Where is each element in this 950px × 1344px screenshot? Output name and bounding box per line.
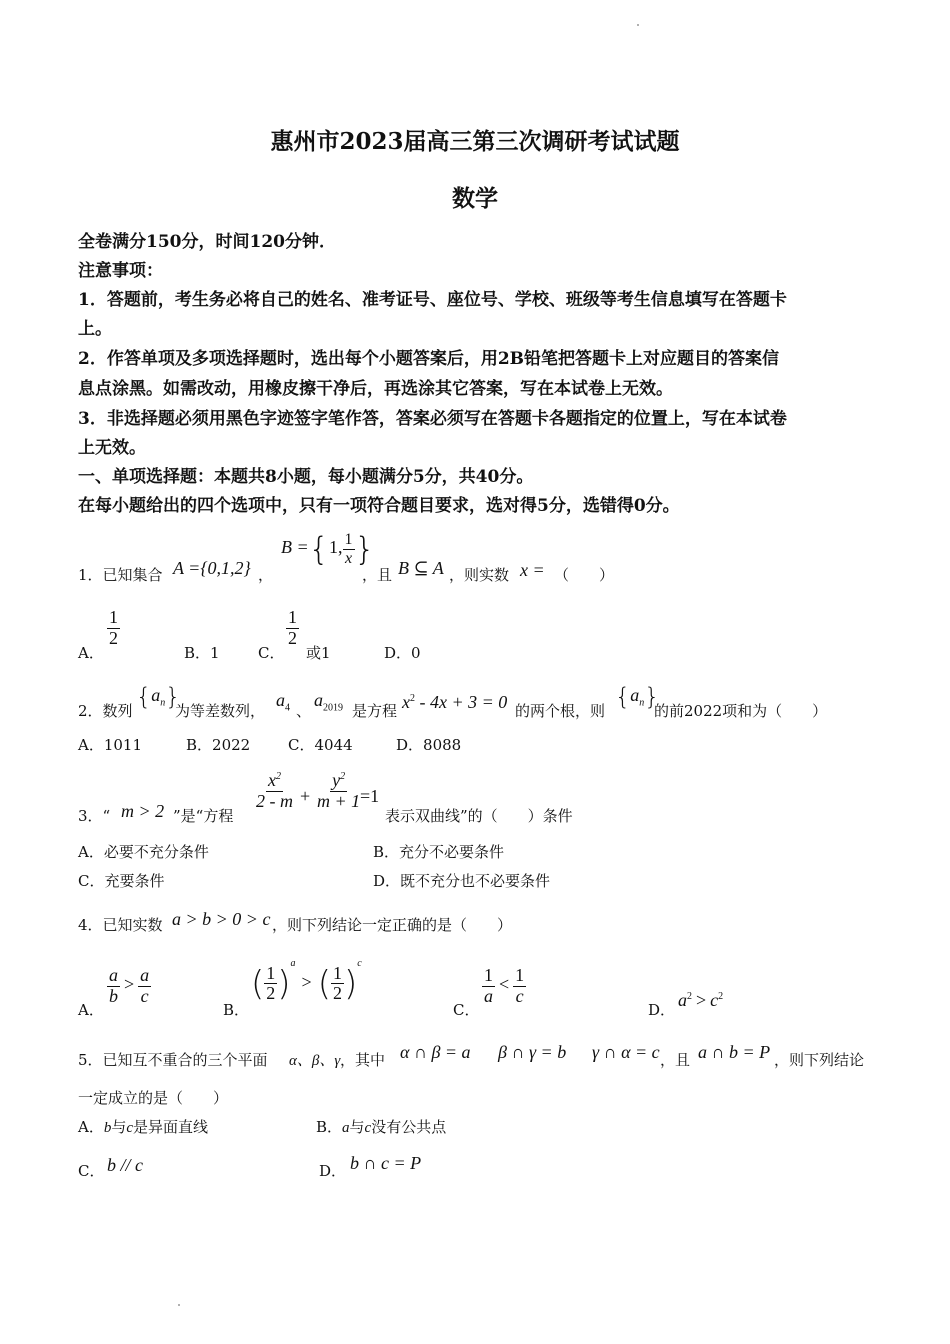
q2-text-1: 为等差数列， <box>175 702 266 720</box>
scan-dot <box>637 24 639 26</box>
section-description: 在每小题给出的四个选项中，只有一项符合题目要求，选对得5分，选错得0分。 <box>78 496 680 516</box>
opt-tail: 没有公共点 <box>371 1118 447 1136</box>
q1-option-a-fraction <box>107 608 120 649</box>
q2-text-2: 是方程 <box>352 702 398 720</box>
d-a: a <box>678 990 687 1010</box>
seq-a: a <box>151 685 161 706</box>
q4-prefix: 4．已知实数 <box>78 916 163 934</box>
opt-mid: 与 <box>111 1118 127 1136</box>
right-paren: ) <box>343 963 358 1004</box>
q1-set-a: A ={0,1,2} <box>173 558 251 578</box>
seq-a: a <box>630 685 640 706</box>
q4-option-d-label: D． <box>648 1001 676 1019</box>
greater-than: > <box>301 972 312 992</box>
q5-text-3: ，则下列结论 <box>774 1051 865 1069</box>
q2-separator: 、 <box>296 702 312 720</box>
frac-num: 1 <box>484 965 493 985</box>
q1-option-d: D．0 <box>384 644 421 662</box>
q1-prefix: 1．已知集合 <box>78 566 163 584</box>
right-paren: ) <box>277 963 291 1004</box>
q1-mid: ，且 <box>362 566 393 584</box>
seq-sub: n <box>639 697 645 709</box>
frac-den: a <box>484 985 493 1006</box>
q5-line-2: 一定成立的是（ ） <box>78 1089 229 1107</box>
exam-subject: 数学 <box>452 185 498 212</box>
q4-option-d-expr <box>678 990 723 1011</box>
f2-num-var: y <box>332 770 341 790</box>
frac-den: 2 <box>109 627 118 648</box>
notice-3a: 3．非选择题必须用黑色字迹签字笔作答，答案必须写在答题卡各题指定的位置上，写在本试卷 <box>78 409 787 429</box>
less-than: < <box>499 974 510 995</box>
q1-tail: ，则实数 <box>449 566 510 584</box>
q1-frac-num: 1 <box>344 530 353 548</box>
q4-condition: a > b > 0 > c <box>172 909 271 929</box>
left-brace: { <box>308 530 330 568</box>
q1-fraction <box>343 531 355 567</box>
seq-sub: n <box>160 697 166 709</box>
section-heading: 一、单项选择题：本题共8小题，每小题满分5分，共40分。 <box>78 467 534 487</box>
q5-option-c-expr: b // c <box>107 1155 143 1175</box>
a2019-sub: 2019 <box>323 702 343 714</box>
q5-text-1: ，其中 <box>340 1051 386 1069</box>
q2-sequence-2 <box>615 683 660 711</box>
q3-equals: =1 <box>360 786 380 806</box>
opt-mid: 与 <box>349 1118 365 1136</box>
exam-title: 惠州市2023届高三第三次调研考试试题 <box>270 128 680 155</box>
q1-variable: x = <box>520 560 545 580</box>
d-sup: 2 <box>718 991 724 1002</box>
notice-2a: 2．作答单项及多项选择题时，选出每个小题答案后，用2B铅笔把答题卡上对应题目的答案信 <box>78 349 780 369</box>
q1-answer-paren: （ ） <box>554 566 615 584</box>
opt-label: B． <box>316 1118 343 1136</box>
left-brace: { <box>615 683 631 711</box>
a4-sub: 4 <box>285 702 290 714</box>
q1-option-c-label: C． <box>258 644 285 662</box>
q4-option-b-label: B． <box>223 1001 250 1019</box>
eq-x: x <box>402 692 410 712</box>
left-paren: ( <box>317 963 331 1004</box>
frac-den: 2 <box>332 983 342 1004</box>
q1-option-a-label: A． <box>78 644 104 662</box>
b-fraction-1 <box>264 964 277 1005</box>
opt-var-b: b <box>103 1120 112 1136</box>
f2-num-sup: 2 <box>340 771 346 782</box>
q3-text-2: 表示双曲线”的（ ）条件 <box>385 807 573 825</box>
frac-den: c <box>140 985 149 1006</box>
q5-option-d-expr: b ∩ c = P <box>350 1153 422 1173</box>
q1-option-b: B．1 <box>184 644 220 662</box>
q1-set-b-label: B = <box>281 537 309 558</box>
q4-tail: ，则下列结论一定正确的是（ ） <box>272 916 513 934</box>
a2019-letter: a <box>314 690 323 710</box>
q3-option-b: B．充分不必要条件 <box>373 843 505 861</box>
q3-prefix: 3．“ <box>78 807 111 825</box>
q3-option-c: C．充要条件 <box>78 872 165 890</box>
opt-tail: 是异面直线 <box>133 1118 209 1136</box>
q4-option-c-label: C． <box>453 1001 480 1019</box>
left-brace: { <box>136 683 152 711</box>
q5-prefix: 5．已知互不重合的三个平面 <box>78 1051 268 1069</box>
q2-option-b: B．2022 <box>186 736 251 754</box>
opt-var-c: c <box>126 1120 134 1136</box>
greater-than: > <box>696 990 707 1010</box>
frac-den: c <box>515 985 524 1006</box>
opt-label: A． <box>78 1118 104 1136</box>
q3-option-d: D．既不充分也不必要条件 <box>373 872 551 890</box>
q1-condition: B ⊆ A <box>398 558 444 578</box>
frac-num: 1 <box>266 962 276 983</box>
q5-expr-4: a ∩ b = P <box>698 1042 771 1062</box>
q5-expr-3: γ ∩ α = c <box>592 1042 660 1062</box>
intro-line: 全卷满分150分，时间120分钟． <box>78 232 336 252</box>
q2-option-d: D．8088 <box>396 736 462 754</box>
q4-option-a-expr <box>107 966 151 1007</box>
q1-comma: ， <box>258 566 274 584</box>
frac-num: a <box>109 965 118 985</box>
q1-set-b-one: 1, <box>329 537 343 558</box>
frac-num: a <box>140 965 150 985</box>
frac-den: m + 1 <box>317 790 361 811</box>
a-fraction-2 <box>138 966 151 1007</box>
q3-text-1: ”是“方程 <box>173 807 234 825</box>
q2-sequence <box>136 683 181 711</box>
notice-1a: 1．答题前，考生务必将自己的姓名、准考证号、座位号、学校、班级等考生信息填写在答题卡 <box>78 290 787 310</box>
notice-1b: 上。 <box>78 319 112 339</box>
notice-heading: 注意事项： <box>78 261 163 281</box>
q4-option-b-expr <box>251 958 362 1004</box>
d-sup: 2 <box>687 991 692 1002</box>
q2-text-4: 的前2022项和为（ ） <box>654 702 828 720</box>
f1-num-sup: 2 <box>276 771 281 782</box>
frac-num: 1 <box>109 607 118 627</box>
right-brace: } <box>644 683 660 711</box>
q2-text-3: 的两个根，则 <box>515 702 606 720</box>
q2-prefix: 2．数列 <box>78 702 133 720</box>
right-brace: } <box>165 683 181 711</box>
q3-option-a: A．必要不充分条件 <box>78 843 209 861</box>
q2-option-a: A．1011 <box>78 736 143 754</box>
frac-den: 2 <box>266 983 276 1004</box>
c-fraction-1 <box>482 966 495 1007</box>
q1-option-c-tail: 或1 <box>306 644 331 662</box>
greater-than: > <box>124 974 135 995</box>
q5-option-b <box>316 1116 446 1137</box>
q2-a2019 <box>314 690 343 714</box>
b-fraction-2 <box>331 964 344 1005</box>
q1-frac-den: x <box>344 549 353 567</box>
q2-equation <box>402 692 507 713</box>
notice-2b: 息点涂黑。如需改动，用橡皮擦干净后，再选涂其它答案，写在本试卷上无效。 <box>78 379 673 399</box>
frac-num: 1 <box>288 607 297 627</box>
frac-num: 1 <box>332 962 342 983</box>
eq-sup: 2 <box>410 693 415 704</box>
frac-num <box>330 771 347 792</box>
q2-a4 <box>276 690 290 714</box>
q1-option-c-fraction <box>286 608 299 649</box>
notice-3b: 上无效。 <box>78 438 146 458</box>
q1-set-b <box>281 530 375 568</box>
q4-option-c-expr <box>482 966 526 1007</box>
right-brace: } <box>354 530 375 568</box>
q5-text-2: ，且 <box>660 1051 691 1069</box>
q3-condition: m > 2 <box>121 801 165 821</box>
frac-den: 2 <box>288 627 297 648</box>
exp-c: c <box>357 958 362 969</box>
a-fraction-1 <box>107 966 120 1007</box>
q5-option-d-label: D． <box>319 1162 347 1180</box>
q5-option-c-label: C． <box>78 1162 105 1180</box>
q5-expr-2: β ∩ γ = b <box>498 1042 567 1062</box>
eq-rest: - 4x + 3 = 0 <box>415 692 508 712</box>
left-paren: ( <box>251 963 265 1004</box>
frac-den: b <box>109 985 118 1006</box>
c-fraction-2 <box>513 966 526 1007</box>
frac-den: 2 - m <box>256 790 293 811</box>
q4-option-a-label: A． <box>78 1001 104 1019</box>
frac-num <box>266 771 283 792</box>
d-c: c <box>710 990 719 1010</box>
q3-plus: + <box>300 786 311 806</box>
scan-dot <box>178 1304 180 1306</box>
a4-letter: a <box>276 690 285 710</box>
frac-num: 1 <box>515 965 525 985</box>
f1-num-var: x <box>268 770 276 790</box>
q5-planes: α、β、γ <box>289 1053 341 1069</box>
q5-option-a <box>78 1116 208 1137</box>
opt-var-a: a <box>342 1120 350 1136</box>
q5-expr-1: α ∩ β = a <box>400 1042 471 1062</box>
exp-a: a <box>290 958 296 969</box>
opt-var-c: c <box>364 1120 372 1136</box>
q3-fraction-1 <box>254 771 295 812</box>
q3-fraction-2 <box>315 771 362 812</box>
q2-option-c: C．4044 <box>288 736 353 754</box>
